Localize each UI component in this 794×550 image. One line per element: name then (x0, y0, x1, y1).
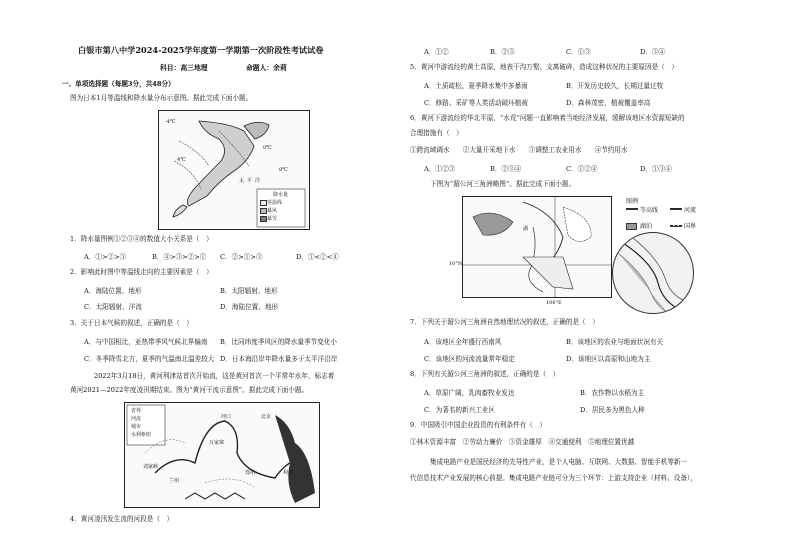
legend-item: 国界 (684, 223, 697, 230)
question-3: 3．关于日本气候的叙述，正确的是（ ） (70, 319, 193, 327)
legend-item: 省界 (131, 408, 142, 414)
q6-option-b[interactable]: B．②③④ (490, 165, 522, 173)
q1-option-b[interactable]: B．④>③>②>① (152, 253, 207, 261)
legend-swatch (670, 208, 682, 210)
q8-option-c[interactable]: C．为著名的新兴工业区 (424, 406, 495, 414)
place-label: 利津 (283, 470, 294, 476)
legend-swatch (626, 208, 638, 210)
q7-option-d[interactable]: D．该地区以高原和山地为主 (566, 355, 651, 363)
place-label: 北京 (261, 414, 272, 420)
legend-item: 城市 (131, 424, 142, 430)
q1-option-c[interactable]: C．②>①>③ (220, 253, 263, 261)
q2-option-d[interactable]: D．海陆位置、地形 (220, 303, 279, 311)
question-7: 7．下列关于湄公河三角洲自然地理状况的叙述，正确的是（ ） (410, 318, 599, 326)
q4-option-a[interactable]: A．①② (424, 48, 449, 56)
legend-swatch (260, 208, 267, 214)
question-2: 2．影响此时图中等温线走向的主要因素是（ ） (70, 268, 213, 276)
q5-option-b[interactable]: B．开发历史较久，长期过量过牧 (566, 82, 664, 90)
q3-option-a[interactable]: A．与中国相比，亚热带季风气候北界偏南 (84, 338, 208, 346)
mekong-map-svg (463, 197, 611, 297)
question-9: 9．中国吸引中国企业投资的有利条件有（ ） (410, 421, 547, 429)
isotherm-label: 8℃ (279, 167, 288, 173)
q1-option-d[interactable]: D．①<②<④ (296, 253, 339, 261)
question-9-items: ①林木资源丰富 ②劳动力廉价 ③资金雄厚 ④交通便利 ⑤地理位置优越 (410, 438, 635, 446)
question-5: 5．黄河中游流经的黄土高原，地表干沟万壑、支离破碎，造成这种状况的主要原因是（ ） (410, 63, 678, 71)
passage-ic-2: 代信息技术产业发展的核心前提。集成电路产业链可分为三个环节：上游支持企业（材料、设备）， (410, 474, 697, 482)
legend-item: 河流 (684, 207, 697, 214)
isotherm-label: -4℃ (165, 119, 176, 125)
author-label: 命题人：余莉 (246, 64, 287, 72)
q7-option-c[interactable]: C．该地区的河流流量常年稳定 (424, 355, 515, 363)
legend-swatch (670, 225, 682, 227)
question-6: 6．黄河下游流经的华北平原，“水荒”问题一直影响着当地经济发展，缓解该地区水资源短缺的 (410, 114, 685, 122)
water-label: 湖 (523, 226, 529, 232)
ocean-label: 太 (239, 178, 245, 184)
q6-option-d[interactable]: D．①③④ (640, 165, 672, 173)
legend-swatch (626, 223, 637, 230)
q4-option-b[interactable]: B．②③ (490, 48, 515, 56)
q7-option-a[interactable]: A．该地区全年盛行西南风 (424, 338, 502, 346)
q8-option-d[interactable]: D．居民多为黑色人种 (580, 406, 645, 414)
q8-option-b[interactable]: B．农作物以水稻为主 (580, 389, 645, 397)
ocean-label: 平 (247, 178, 253, 184)
legend-swatch (260, 200, 267, 206)
passage-ic-1: 集成电路产业是国民经济的先导性产业，是个人电脑、互联网、大数据、智能手机等新一 (430, 458, 688, 466)
q2-option-a[interactable]: A．海陆位置、地形 (84, 287, 142, 295)
passage-yellow-river-1: 2022年3月18日，黄河利津站首次开始流，这是黄河首次一个平常年水年，标志着 (94, 372, 335, 380)
ocean-label: 洋 (255, 178, 261, 184)
intro-japan: 图为日本1月等温线和降水量分布示意图。据此完成下面小题。 (70, 94, 253, 102)
q6-option-c[interactable]: C．①②④ (566, 165, 598, 173)
legend-title: 降水量 (273, 192, 289, 198)
longitude-label: 106°E (546, 300, 562, 306)
passage-mekong: 下图为“湄公河三角洲略图”。据此完成下面小题。 (430, 180, 576, 188)
yellow-river-map (124, 402, 320, 508)
subject-label: 科目：高三地理 (160, 64, 208, 72)
q6-option-a[interactable]: A．①②③ (424, 165, 456, 173)
inset-map-svg (613, 233, 693, 313)
question-8: 8．下列有关湄公河三角洲的叙述，正确的是（ ） (410, 370, 560, 378)
q5-option-d[interactable]: D．森林茂密，植被覆盖率高 (566, 99, 651, 107)
passage-yellow-river-2: 黄河2021—2022年度凌汛期结束。图为“黄河干流示意图”。据此完成下面小题。 (70, 386, 309, 394)
place-label: 郑州 (245, 470, 256, 476)
q3-option-b[interactable]: B．比同纬度季风区的降水量季节变化小 (220, 338, 337, 346)
latitude-label: 10°N (449, 261, 463, 267)
legend-item: 暴雪 (267, 216, 278, 222)
exam-title: 白银市第八中学2024-2025学年度第一学期第一次阶段性考试试卷 (78, 45, 324, 55)
legend-item: 湖泊 (640, 223, 653, 230)
legend-item: 河流 (131, 416, 142, 422)
q3-option-d[interactable]: D．日本海沿岸年降水量多于太平洋沿岸 (220, 355, 338, 363)
q8-option-a[interactable]: A．草原广阔，乳肉畜牧业发达 (424, 389, 515, 397)
japan-map (158, 110, 310, 230)
legend-title: 图例 (626, 198, 639, 205)
inset-map (612, 232, 694, 314)
place-label: 河口 (221, 414, 232, 420)
isotherm-label: 4℃ (177, 157, 186, 163)
mekong-map (462, 196, 612, 298)
q4-option-c[interactable]: C．①③ (566, 48, 591, 56)
place-label: 万家寨 (209, 440, 225, 446)
legend-item: 水利枢纽 (131, 432, 152, 438)
legend-item: 等高线 (640, 207, 659, 214)
legend-item: 暴风 (267, 208, 278, 214)
q4-option-d[interactable]: D．③④ (640, 48, 666, 56)
question-1: 1．降水量图例①②③④的数值大小关系是（ ） (70, 235, 213, 243)
legend-item: 等温线 (267, 200, 283, 206)
place-label: 兰州 (169, 478, 180, 484)
q2-option-b[interactable]: B．太阳辐射、地形 (220, 287, 278, 295)
question-6-items: ①跨流域调水 ②大量开采地下水 ③调整工农业用水 ④节约用水 (410, 146, 628, 154)
q1-option-a[interactable]: A．①>②>③ (84, 253, 127, 261)
question-6-cont: 合理措施有（ ） (410, 129, 463, 137)
q2-option-c[interactable]: C．太阳辐射、洋流 (84, 303, 142, 311)
section-heading: 一、单项选择题（每题3分，共48分） (62, 80, 175, 88)
isotherm-label: 0℃ (263, 145, 272, 151)
q3-option-c[interactable]: C．冬季降雪北方，夏季的气温南北温差较大 (84, 355, 215, 363)
q5-option-c[interactable]: C．修路、采矿等人类活动破坏植被 (424, 99, 528, 107)
q7-option-b[interactable]: B．该地区的农业与地面状况有关 (566, 338, 664, 346)
place-label: 刘家峡 (143, 464, 159, 470)
legend-swatch (260, 216, 267, 222)
q5-option-a[interactable]: A．土质疏松，夏季降水集中多暴雨 (424, 82, 528, 90)
question-4: 4．黄河凌汛发生流的河段是（ ） (70, 515, 174, 523)
